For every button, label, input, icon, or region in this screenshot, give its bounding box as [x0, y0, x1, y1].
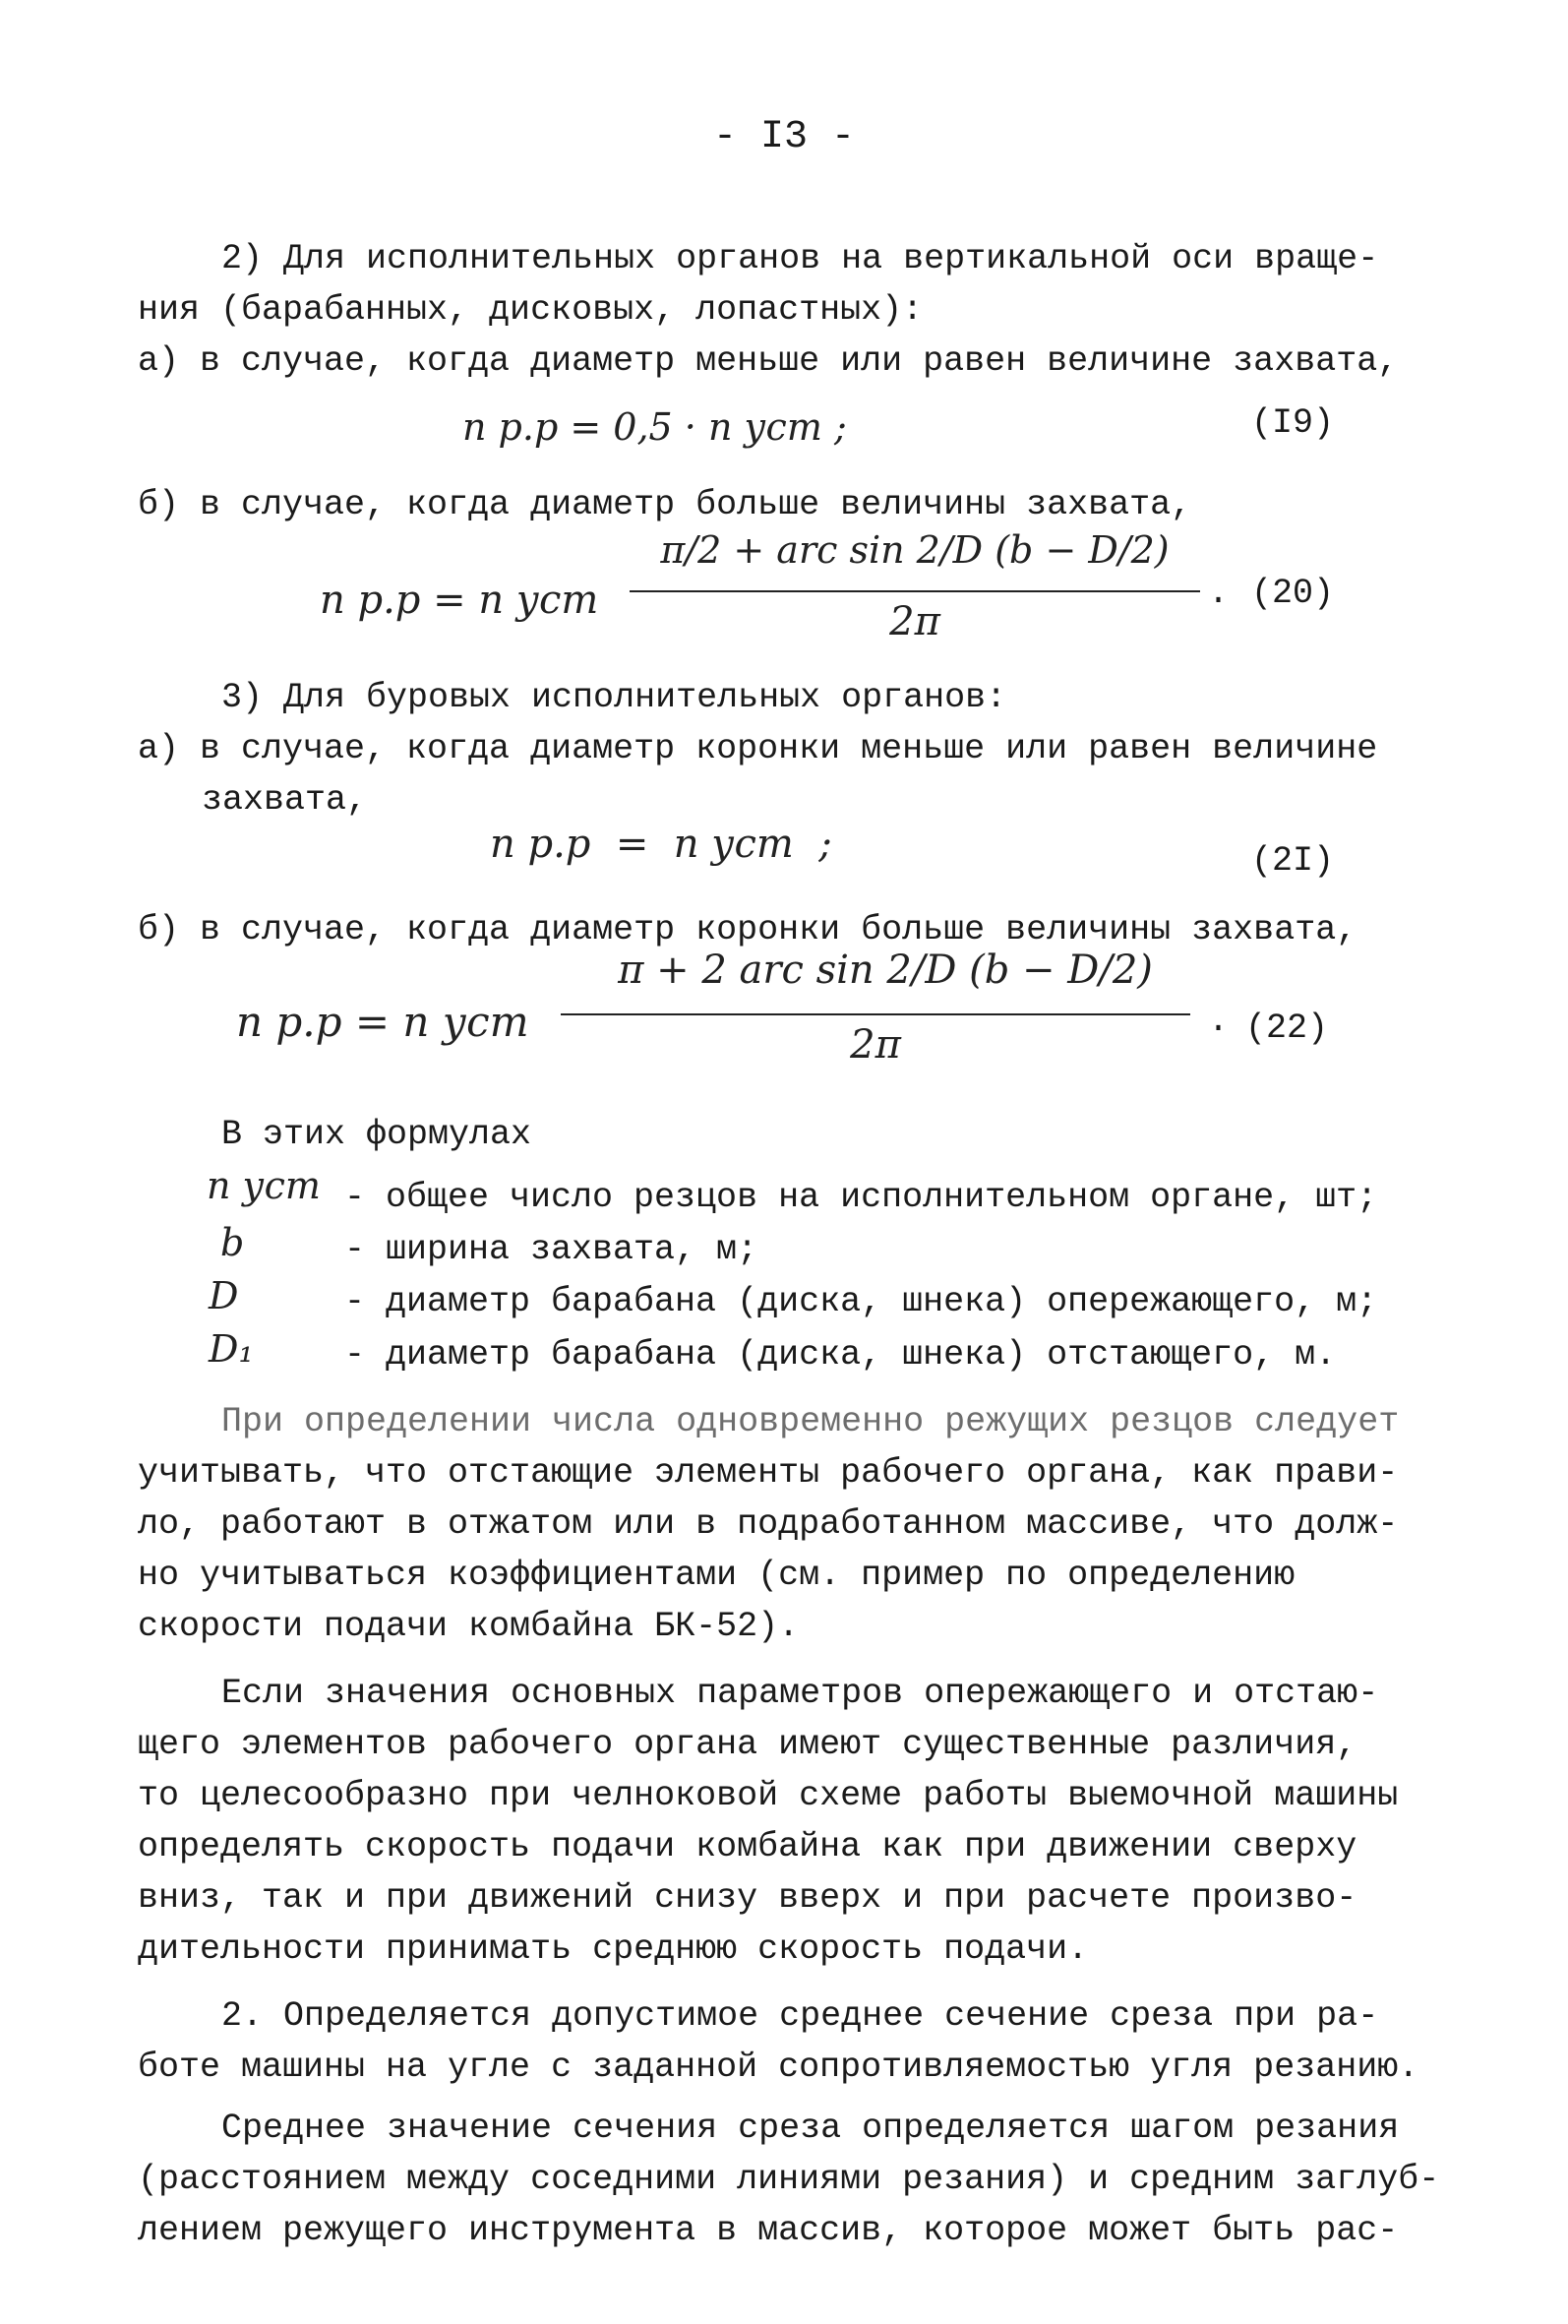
paragraph-2-line5: вниз, так и при движений снизу вверх и при расчете произво-: [138, 1878, 1357, 1918]
formula-20-numerator: π/2 + arc sin 2/D (b − D/2): [660, 528, 1170, 572]
legend-intro: В этих формулах: [221, 1115, 532, 1154]
formula-22-tail: ·: [1208, 1009, 1230, 1048]
formula-21-number: (2I): [1251, 841, 1335, 881]
formula-20-tail: .: [1208, 574, 1230, 613]
legend-symbol-d: D: [209, 1274, 239, 1317]
paragraph-1-line4: но учитываться коэффициентами (см. пример по определению: [138, 1556, 1296, 1595]
legend-symbol-n-ust: n уст: [207, 1164, 321, 1207]
paragraph-4-line3: лением режущего инструмента в массив, которое может быть рас-: [138, 2211, 1399, 2250]
section-3-title: 3) Для буровых исполнительных органов:: [221, 678, 1007, 717]
paragraph-1-line2: учитывать, что отстающие элементы рабочего органа, как прави-: [138, 1453, 1399, 1493]
paragraph-4-line2: (расстоянием между соседними линиями резания) и средним заглуб-: [138, 2160, 1440, 2199]
legend-text-b: - ширина захвата, м;: [344, 1230, 758, 1269]
formula-19-number: (I9): [1251, 403, 1335, 443]
paragraph-1-line1: При определении числа одновременно режущих резцов следует: [221, 1402, 1400, 1441]
formula-21: n р.р = n уст ;: [490, 822, 832, 867]
formula-22-lhs: n р.р = n уст: [236, 998, 529, 1046]
paragraph-1-line5: скорости подачи комбайна БК-52).: [138, 1607, 800, 1646]
paragraph-2-line2: щего элементов рабочего органа имеют существенные различия,: [138, 1725, 1357, 1764]
paragraph-2-line4: определять скорость подачи комбайна как при движении сверху: [138, 1827, 1357, 1866]
paragraph-3-line2: боте машины на угле с заданной сопротивляемостью угля резанию.: [138, 2048, 1419, 2087]
formula-19: n р.р = 0,5 · n уст ;: [462, 405, 847, 449]
legend-symbol-b: b: [220, 1221, 245, 1264]
formula-20-number: (20): [1251, 574, 1335, 613]
formula-20-lhs: n р.р = n уст: [320, 578, 599, 623]
formula-22-fraction-bar: [561, 1013, 1190, 1015]
legend-text-d1: - диаметр барабана (диска, шнека) отстающего, м.: [344, 1335, 1337, 1375]
formula-22-number: (22): [1245, 1009, 1329, 1048]
page-number: - I3 -: [713, 115, 856, 159]
legend-text-d: - диаметр барабана (диска, шнека) опережающего, м;: [344, 1282, 1378, 1321]
section-3-case-b: б) в случае, когда диаметр коронки больше величины захвата,: [138, 910, 1357, 949]
paragraph-2-line6: дительности принимать среднюю скорость подачи.: [138, 1929, 1089, 1969]
section-2-title-line2: ния (барабанных, дисковых, лопастных):: [138, 290, 924, 330]
paragraph-1-line3: ло, работают в отжатом или в подработанном массиве, что долж-: [138, 1504, 1399, 1544]
formula-20-denominator: 2π: [889, 599, 940, 644]
section-2-title-line1: 2) Для исполнительных органов на вертикальной оси враще-: [221, 239, 1379, 278]
formula-22-numerator: π + 2 arc sin 2/D (b − D/2): [618, 948, 1153, 993]
section-2-case-b: б) в случае, когда диаметр больше величины захвата,: [138, 485, 1192, 524]
formula-20-fraction-bar: [630, 590, 1200, 592]
formula-22-denominator: 2π: [850, 1022, 901, 1068]
legend-symbol-d1: D₁: [209, 1327, 254, 1371]
paragraph-3-line1: 2. Определяется допустимое среднее сечение среза при ра-: [221, 1996, 1379, 2036]
section-2-case-a: а) в случае, когда диаметр меньше или равен величине захвата,: [138, 341, 1399, 381]
paragraph-2-line1: Если значения основных параметров опережающего и отстаю-: [221, 1674, 1379, 1713]
paragraph-4-line1: Среднее значение сечения среза определяется шагом резания: [221, 2109, 1400, 2148]
section-3-case-a-line2: захвата,: [202, 780, 368, 820]
paragraph-2-line3: то целесообразно при челноковой схеме работы выемочной машины: [138, 1776, 1399, 1815]
section-3-case-a-line1: а) в случае, когда диаметр коронки меньше или равен величине: [138, 729, 1378, 768]
legend-text-n-ust: - общее число резцов на исполнительном органе, шт;: [344, 1178, 1378, 1217]
